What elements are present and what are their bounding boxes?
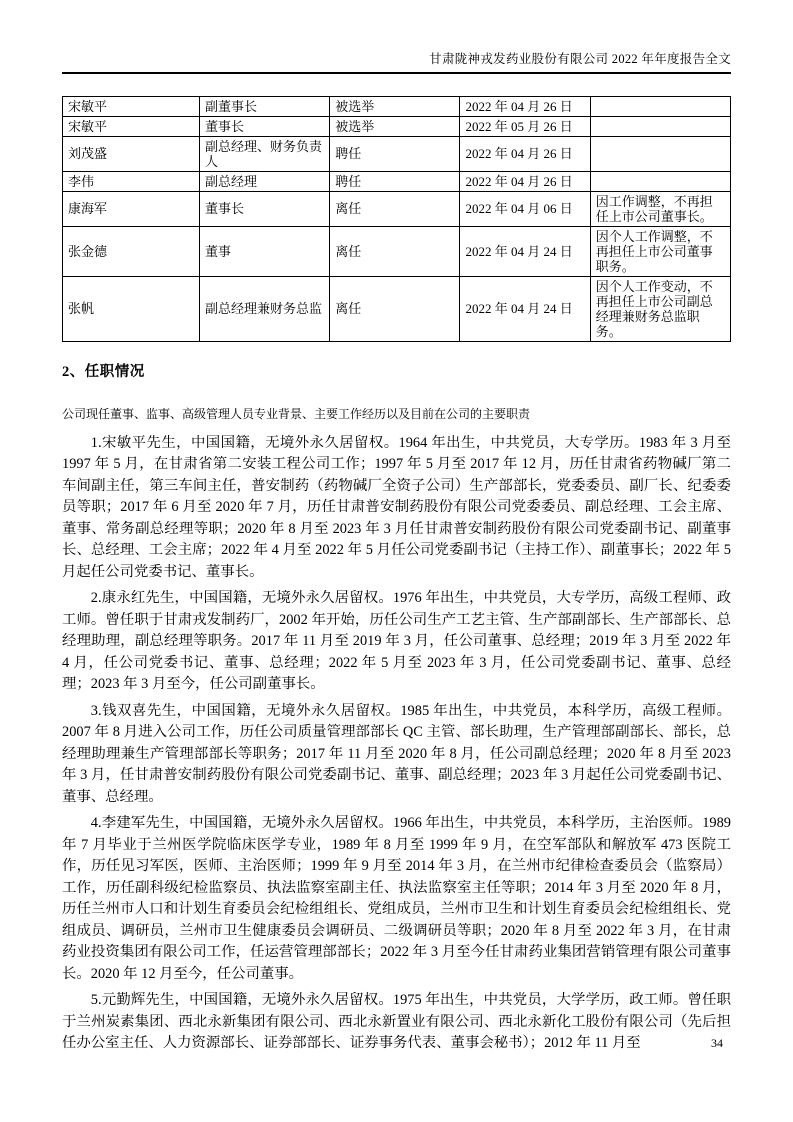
change-type-cell: 聘任 [330, 171, 460, 191]
change-type-cell: 被选举 [330, 96, 460, 116]
name-cell: 宋敏平 [63, 96, 200, 116]
page-number: 34 [711, 1036, 723, 1050]
date-cell: 2022 年 04 月 24 日 [460, 276, 590, 341]
change-type-cell: 离任 [330, 226, 460, 276]
table-row [63, 116, 731, 136]
date-cell: 2022 年 04 月 06 日 [460, 191, 590, 226]
position-cell: 副总经理兼财务总监 [199, 276, 329, 341]
change-type-cell: 聘任 [330, 136, 460, 171]
position-cell: 董事长 [199, 191, 329, 226]
table-row [63, 136, 731, 171]
bio-paragraph-yuan-qinhui: 5.元勤辉先生，中国国籍，无境外永久居留权。1975 年出生，中共党员，大学学历，政工师。曾任职于兰州炭素集团、西北永新集团有限公司、西北永新置业有限公司、西北永新化工股份有限公司（先后担任办公室主任、人力资源部长、证券部部长、证券事务代表、董事会秘书）；2012 年 11 月至 [62, 992, 731, 1052]
name-cell: 刘茂盛 [63, 136, 200, 171]
reason-cell [590, 136, 730, 171]
report-header-title: 甘肃陇神戎发药业股份有限公司 2022 年年度报告全文 [429, 52, 731, 66]
reason-cell: 因个人工作调整，不再担任上市公司董事职务。 [590, 226, 730, 276]
bio-paragraph-qian-shuangxi: 3.钱双喜先生，中国国籍，无境外永久居留权。1985 年出生，中共党员，本科学历，高级工程师。2007 年 8 月进入公司工作，历任公司质量管理部部长 QC 主管、部长助理，生产管理部副部长、部长，总经理助理兼生产管理部部长等职务；2017 年 11 月至 2020 年 8 月，任公司副总经理；2020 年 8 月至 2023 年 3 月，任甘肃普安制药股份有限公司党委副书记、董事、副总经理；2023 年 3 月起任公司党委副书记、董事、总经理。 [62, 702, 731, 805]
table-row [63, 171, 731, 191]
change-type-cell: 离任 [330, 191, 460, 226]
table-row [63, 226, 731, 276]
change-type-cell: 被选举 [330, 116, 460, 136]
reason-cell [590, 116, 730, 136]
bio-paragraph-li-jianjun: 4.李建军先生，中国国籍，无境外永久居留权。1966 年出生，中共党员，本科学历，主治医师。1989 年 7 月毕业于兰州医学院临床医学专业，1989 年 8 月至 1999 年 9 月，在空军部队和解放军 473 医院工作，历任见习军医，医师、主治医师；1999 年 9 月至 2014 年 3 月，在兰州市纪律检查委员会（监察局）工作，历任副科级纪检监察员、执法监察室副主任、执法监察室主任等职；2014 年 3 月至 2020 年 8 月，历任兰州市人口和计划生育委员会纪检组组长、党组成员，兰州市卫生和计划生育委员会纪检组组长、党组成员、调研员，兰州市卫生健康委员会调研员、二级调研员等职；2020 年 8 月至 2022 年 3 月，在甘肃药业投资集团有限公司工作，任运营管理部部长；2022 年 3 月至今任甘肃药业集团营销管理有限公司董事长。2020 年 12 月至今，任公司董事。 [62, 815, 731, 982]
date-cell: 2022 年 05 月 26 日 [460, 116, 590, 136]
name-cell: 宋敏平 [63, 116, 200, 136]
name-cell: 李伟 [63, 171, 200, 191]
position-cell: 董事 [199, 226, 329, 276]
section-heading: 2、任职情况 [62, 363, 145, 380]
position-cell: 副董事长 [199, 96, 329, 116]
bio-paragraph-song-minping: 1.宋敏平先生，中国国籍，无境外永久居留权。1964 年出生，中共党员，大专学历。1983 年 3 月至 1997 年 5 月，在甘肃省第二安装工程公司工作；1997 年 5 月至 2017 年 12 月，历任甘肃省药物碱厂第二车间副主任，第三车间主任，普安制药（药物碱厂全资子公司）生产部部长，党委委员、副厂长、纪委委员等职；2017 年 6 月至 2020 年 7 月，历任甘肃普安制药股份有限公司党委委员、副总经理、工会主席、董事、常务副总经理等职；2020 年 8 月至 2023 年 3 月任甘肃普安制药股份有限公司党委副书记、副董事长、总经理、工会主席；2022 年 4 月至 2022 年 5 月任公司党委副书记（主持工作）、副董事长；2022 年 5 月起任公司党委书记、董事长。 [62, 434, 731, 580]
reason-cell [590, 171, 730, 191]
table-row [63, 96, 731, 116]
table-row [63, 191, 731, 226]
bio-paragraphs [62, 433, 731, 1055]
reason-cell: 因个人工作变动，不再担任上市公司副总经理兼财务总监职务。 [590, 276, 730, 341]
reason-cell [590, 96, 730, 116]
date-cell: 2022 年 04 月 26 日 [460, 96, 590, 116]
name-cell: 康海军 [63, 191, 200, 226]
date-cell: 2022 年 04 月 24 日 [460, 226, 590, 276]
date-cell: 2022 年 04 月 26 日 [460, 136, 590, 171]
position-cell: 副总经理 [199, 171, 329, 191]
change-type-cell: 离任 [330, 276, 460, 341]
name-cell: 张金德 [63, 226, 200, 276]
header-divider [62, 72, 731, 74]
bio-paragraph-kang-yonghong: 2.康永红先生，中国国籍，无境外永久居留权。1976 年出生，中共党员，大专学历，高级工程师、政工师。曾任职于甘肃戎发制药厂，2002 年开始，历任公司生产工艺主管、生产部副部长、生产部部长、总经理助理，副总经理等职务。2017 年 11 月至 2019 年 3 月，任公司董事、总经理；2019 年 3 月至 2022 年 4 月，任公司党委书记、董事、总经理；2022 年 5 月至 2023 年 3 月，任公司党委副书记、董事、总经理；2023 年 3 月至今，任公司副董事长。 [62, 590, 731, 693]
name-cell: 张帆 [63, 276, 200, 341]
section-intro: 公司现任董事、监事、高级管理人员专业背景、主要工作经历以及目前在公司的主要职责 [62, 406, 531, 421]
table-row [63, 276, 731, 341]
position-cell: 副总经理、财务负责人 [199, 136, 329, 171]
reason-cell: 因工作调整，不再担任上市公司董事长。 [590, 191, 730, 226]
officers-change-table [62, 96, 731, 342]
page-header [62, 52, 731, 74]
position-cell: 董事长 [199, 116, 329, 136]
date-cell: 2022 年 04 月 26 日 [460, 171, 590, 191]
